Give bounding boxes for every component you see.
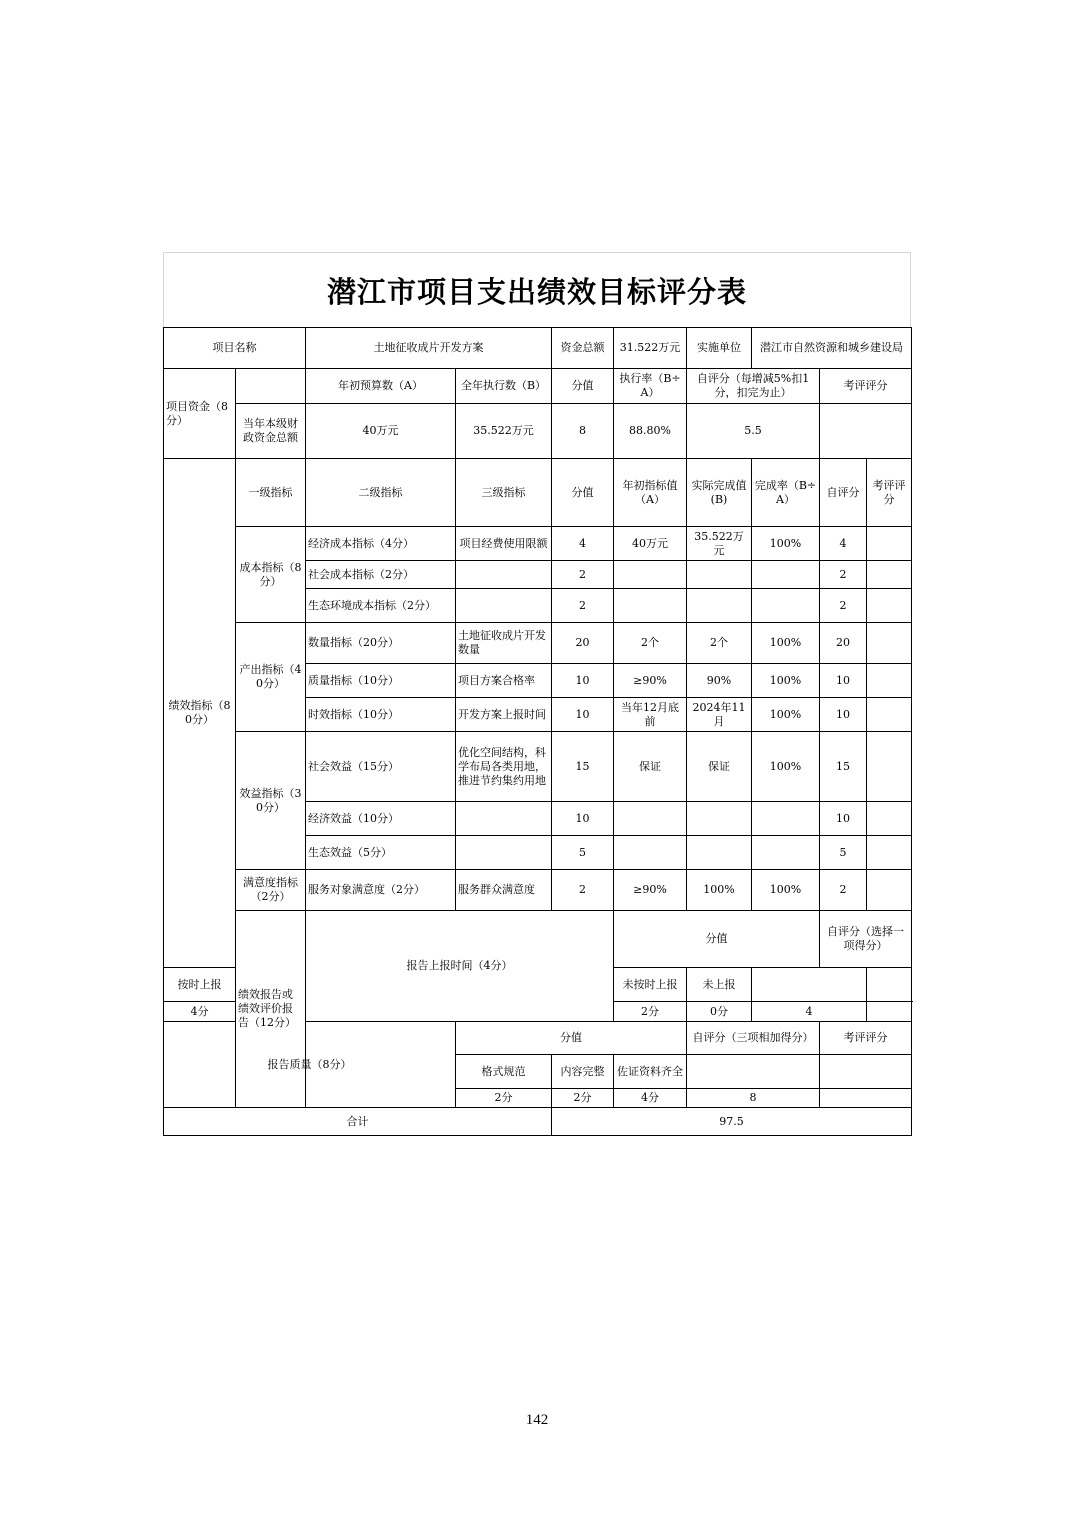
actual-cell: 2个: [687, 623, 752, 664]
self-score-cell: 2: [820, 870, 867, 911]
score-cell: 10: [552, 698, 614, 732]
total-value: 97.5: [552, 1108, 912, 1136]
indicator-row: [164, 527, 912, 561]
target-cell: [614, 561, 687, 589]
sheet-title: 潜江市项目支出绩效目标评分表: [163, 252, 911, 327]
indicator-row: [164, 870, 912, 911]
level2-cell: 经济成本指标（4分）: [306, 527, 456, 561]
report-quality-option: 格式规范: [456, 1055, 552, 1089]
indicator-header: 年初指标值（A）: [614, 459, 687, 527]
project-name-label: 项目名称: [164, 328, 306, 369]
funding-row-label: 当年本级财政资金总额: [236, 404, 306, 459]
funding-header: 全年执行数（B）: [456, 369, 552, 404]
indicator-row: [164, 623, 912, 664]
level3-cell: 土地征收成片开发数量: [456, 623, 552, 664]
actual-cell: 35.522万元: [687, 527, 752, 561]
actual-cell: 2024年11月: [687, 698, 752, 732]
report-timing-header-row: [164, 911, 912, 968]
rate-cell: 100%: [752, 870, 820, 911]
funding-header: 分值: [552, 369, 614, 404]
level2-cell: 生态效益（5分）: [306, 836, 456, 870]
self-score-cell: 20: [820, 623, 867, 664]
review-score-cell: [867, 732, 912, 802]
actual-cell: 保证: [687, 732, 752, 802]
level2-cell: 经济效益（10分）: [306, 802, 456, 836]
report-timing-points: 2分: [614, 1002, 687, 1022]
report-timing-option: 未按时上报: [614, 968, 687, 1002]
self-score-cell: 2: [820, 561, 867, 589]
indicator-header: 三级指标: [456, 459, 552, 527]
level2-cell: 服务对象满意度（2分）: [306, 870, 456, 911]
indicator-row: [164, 732, 912, 802]
level3-cell: 项目方案合格率: [456, 664, 552, 698]
report-quality-blank: [687, 1055, 820, 1089]
fund-total-label: 资金总额: [552, 328, 614, 369]
rate-cell: 100%: [752, 664, 820, 698]
report-quality-self-score: 8: [687, 1089, 820, 1108]
target-cell: 保证: [614, 732, 687, 802]
report-timing-option: 按时上报: [164, 968, 236, 1002]
report-quality-review-score: [820, 1089, 912, 1108]
actual-cell: 90%: [687, 664, 752, 698]
self-score-cell: 10: [820, 698, 867, 732]
score-cell: 2: [552, 561, 614, 589]
level2-cell: 数量指标（20分）: [306, 623, 456, 664]
report-timing-self-header: 自评分（选择一项得分）: [820, 911, 912, 968]
self-score-cell: 5: [820, 836, 867, 870]
funding-header: 执行率（B÷A）: [614, 369, 687, 404]
review-score-cell: [867, 836, 912, 870]
review-score-cell: [867, 623, 912, 664]
actual-cell: [687, 836, 752, 870]
rate-cell: 100%: [752, 698, 820, 732]
page-number: 142: [525, 1412, 549, 1428]
report-timing-label: 报告上报时间（4分）: [306, 911, 614, 1022]
level2-cell: 生态环境成本指标（2分）: [306, 589, 456, 623]
self-score-cell: 15: [820, 732, 867, 802]
target-cell: [614, 802, 687, 836]
fund-total-value: 31.522万元: [614, 328, 687, 369]
review-score-cell: [867, 561, 912, 589]
funding-value-row: [164, 404, 912, 459]
score-table: [163, 327, 912, 1136]
score-cell: 4: [552, 527, 614, 561]
indicator-header-row: [164, 459, 912, 527]
indicator-group-label: 效益指标（30分）: [236, 732, 306, 870]
report-quality-points: 4分: [614, 1089, 687, 1108]
indicator-section-label: 绩效指标（80分）: [164, 459, 236, 968]
level3-cell: 服务群众满意度: [456, 870, 552, 911]
actual-cell: [687, 802, 752, 836]
report-quality-review-header: 考评评分: [820, 1022, 912, 1055]
funding-value: 35.522万元: [456, 404, 552, 459]
score-cell: 2: [552, 870, 614, 911]
target-cell: 当年12月底前: [614, 698, 687, 732]
funding-value: 5.5: [687, 404, 820, 459]
total-row: [164, 1108, 912, 1136]
project-name-value: 土地征收成片开发方案: [306, 328, 552, 369]
rate-cell: [752, 589, 820, 623]
score-cell: 20: [552, 623, 614, 664]
review-score-cell: [867, 527, 912, 561]
indicator-header: 实际完成值(B): [687, 459, 752, 527]
review-score-cell: [867, 870, 912, 911]
indicator-group-label: 产出指标（40分）: [236, 623, 306, 732]
rate-cell: 100%: [752, 527, 820, 561]
report-timing-blank: [752, 968, 867, 1002]
funding-value: [820, 404, 912, 459]
actual-cell: 100%: [687, 870, 752, 911]
implementing-unit-label: 实施单位: [687, 328, 752, 369]
funding-header-row: [164, 369, 912, 404]
review-score-cell: [867, 664, 912, 698]
target-cell: ≥90%: [614, 870, 687, 911]
indicator-header: 一级指标: [236, 459, 306, 527]
funding-section-label: 项目资金（8分）: [164, 369, 236, 459]
score-cell: 10: [552, 802, 614, 836]
report-timing-points: 4分: [164, 1002, 236, 1022]
target-cell: 2个: [614, 623, 687, 664]
self-score-cell: 4: [820, 527, 867, 561]
indicator-header: 自评分: [820, 459, 867, 527]
level3-cell: 开发方案上报时间: [456, 698, 552, 732]
report-quality-option: 内容完整: [552, 1055, 614, 1089]
rate-cell: [752, 802, 820, 836]
indicator-header: 考评评分: [867, 459, 912, 527]
score-sheet: [163, 252, 911, 1136]
indicator-header: 二级指标: [306, 459, 456, 527]
report-quality-option: 佐证资料齐全: [614, 1055, 687, 1089]
funding-header: 年初预算数（A）: [306, 369, 456, 404]
rate-cell: [752, 836, 820, 870]
score-cell: 15: [552, 732, 614, 802]
target-cell: ≥90%: [614, 664, 687, 698]
indicator-group-label: 满意度指标（2分）: [236, 870, 306, 911]
funding-header: 考评评分: [820, 369, 912, 404]
level2-cell: 质量指标（10分）: [306, 664, 456, 698]
funding-value: 8: [552, 404, 614, 459]
target-cell: [614, 836, 687, 870]
report-timing-self-score: 4: [752, 1002, 867, 1022]
actual-cell: [687, 561, 752, 589]
report-quality-score-header: 分值: [456, 1022, 687, 1055]
target-cell: [614, 589, 687, 623]
total-label: 合计: [164, 1108, 552, 1136]
target-cell: 40万元: [614, 527, 687, 561]
report-timing-score-header: 分值: [614, 911, 820, 968]
indicator-header: 分值: [552, 459, 614, 527]
level3-cell: 项目经费使用限额: [456, 527, 552, 561]
self-score-cell: 2: [820, 589, 867, 623]
score-cell: 2: [552, 589, 614, 623]
report-section-label: 绩效报告或绩效评价报告（12分）: [236, 911, 306, 1108]
level3-cell: [456, 589, 552, 623]
report-quality-points: 2分: [456, 1089, 552, 1108]
basic-info-row: [164, 328, 912, 369]
funding-value: 40万元: [306, 404, 456, 459]
level2-cell: 社会成本指标（2分）: [306, 561, 456, 589]
rate-cell: [752, 561, 820, 589]
report-timing-review-score: [867, 1002, 912, 1022]
self-score-cell: 10: [820, 802, 867, 836]
level3-cell: [456, 802, 552, 836]
level3-cell: [456, 836, 552, 870]
implementing-unit-value: 潜江市自然资源和城乡建设局: [752, 328, 912, 369]
rate-cell: 100%: [752, 623, 820, 664]
funding-value: 88.80%: [614, 404, 687, 459]
report-timing-points: 0分: [687, 1002, 752, 1022]
score-cell: 5: [552, 836, 614, 870]
level3-cell: 优化空间结构，科学布局各类用地，推进节约集约用地: [456, 732, 552, 802]
level2-cell: 社会效益（15分）: [306, 732, 456, 802]
actual-cell: [687, 589, 752, 623]
funding-blank-cell: [236, 369, 306, 404]
report-quality-self-header: 自评分（三项相加得分）: [687, 1022, 820, 1055]
review-score-cell: [867, 589, 912, 623]
indicator-group-label: 成本指标（8分）: [236, 527, 306, 623]
report-quality-blank: [820, 1055, 912, 1089]
level2-cell: 时效指标（10分）: [306, 698, 456, 732]
review-score-cell: [867, 802, 912, 836]
self-score-cell: 10: [820, 664, 867, 698]
report-timing-blank: [867, 968, 912, 1002]
level3-cell: [456, 561, 552, 589]
review-score-cell: [867, 698, 912, 732]
rate-cell: 100%: [752, 732, 820, 802]
indicator-header: 完成率（B÷A）: [752, 459, 820, 527]
report-quality-points: 2分: [552, 1089, 614, 1108]
score-cell: 10: [552, 664, 614, 698]
report-quality-label: 报告质量（8分）: [164, 1022, 456, 1108]
report-timing-option: 未上报: [687, 968, 752, 1002]
funding-header: 自评分（每增减5%扣1分，扣完为止）: [687, 369, 820, 404]
